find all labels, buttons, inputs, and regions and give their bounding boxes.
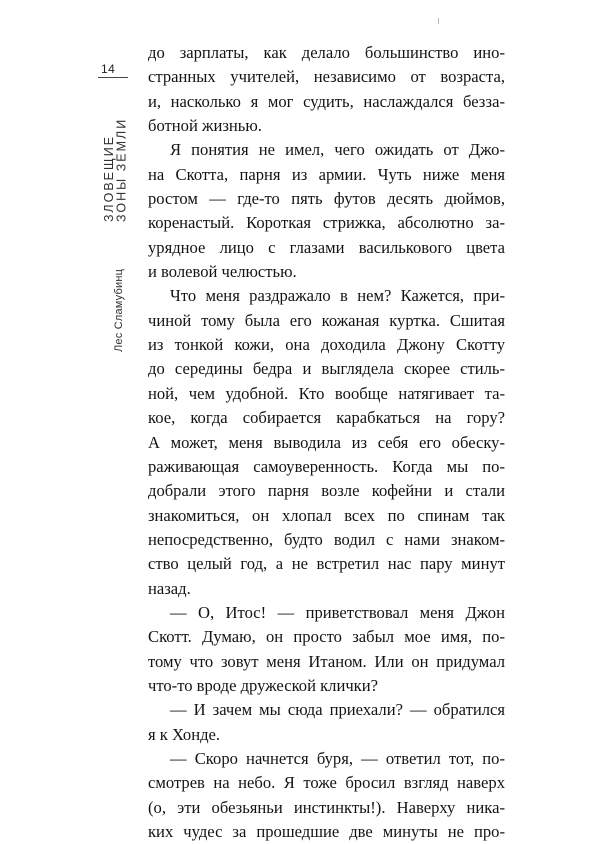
- text-line: ство целый год, а не встретил нас пару минут: [148, 554, 505, 574]
- text-line: чиной тому была его кожаная куртка. Сшитая: [148, 310, 505, 330]
- text-line: назад.: [148, 578, 191, 598]
- text-line: ной, чем удобной. Кто вообще натягивает та-: [148, 383, 505, 403]
- text-line: я к Хонде.: [148, 724, 221, 744]
- page-number: 14: [101, 62, 116, 76]
- body-text: [148, 41, 505, 844]
- print-mark: [438, 18, 439, 24]
- text-line: — И зачем мы сюда приехали? — обратился: [170, 700, 505, 720]
- text-line: непосредственно, будто водил с нами знаком-: [148, 529, 505, 549]
- text-line: до зарплаты, как делало большинство ино-: [148, 43, 505, 62]
- text-line: добрали этого парня возле кофейни и стали: [148, 481, 505, 501]
- text-line: тому что зовут меня Итаном. Или он придумал: [148, 651, 505, 671]
- series-title-line-1: ЗЛОВЕЩИЕ: [102, 134, 116, 222]
- text-line: кое, когда собирается карабкаться на гору?: [148, 408, 505, 428]
- text-line: Я понятия не имел, чего ожидать от Джо-: [170, 140, 505, 160]
- text-line: урядное лицо с глазами василькового цвета: [148, 237, 505, 257]
- author-name: Лес Сламубинц: [113, 268, 125, 352]
- text-line: (о, эти обезьяньи инстинкты!). Наверху ника-: [148, 797, 505, 817]
- text-line: странных учителей, независимо от возраста,: [148, 67, 505, 87]
- text-line: и, насколько я мог судить, наслаждался безза-: [148, 91, 505, 111]
- text-line: смотрев на небо. Я тоже бросил взгляд наверх: [148, 773, 505, 793]
- text-line: коренастый. Короткая стрижка, абсолютно за-: [148, 213, 505, 233]
- text-line: что-то вроде дружеской клички?: [148, 675, 378, 695]
- series-title-line-2: ЗОНЫ ЗЕМЛИ: [114, 117, 129, 222]
- text-line: — Скоро начнется буря, — ответил тот, по-: [170, 748, 505, 768]
- text-line: ботной жизнью.: [148, 116, 262, 136]
- text-line: Что меня раздражало в нем? Кажется, при-: [170, 286, 505, 306]
- text-line: до середины бедра и выглядела скорее стиль-: [148, 359, 505, 379]
- text-line: на Скотта, парня из армии. Чуть ниже меня: [148, 164, 505, 184]
- text-line: ростом — где-то пять футов десять дюймов,: [148, 189, 505, 209]
- text-line: и волевой челюстью.: [148, 262, 297, 282]
- text-line: ких чудес за прошедшие две минуты не про-: [148, 822, 505, 841]
- text-line: знакомиться, он хлопал всех по спинам так: [148, 505, 505, 525]
- text-line: из тонкой кожи, она доходила Джону Скотту: [148, 335, 505, 355]
- page-number-rule: [98, 77, 128, 78]
- text-line: раживающая самоуверенность. Когда мы по-: [148, 456, 505, 476]
- text-line: — О, Итос! — приветствовал меня Джон: [170, 602, 505, 622]
- text-line: Скотт. Думаю, он просто забыл мое имя, по-: [148, 627, 505, 647]
- series-title: [103, 92, 128, 222]
- text-line: А может, меня выводила из себя его обеску-: [148, 432, 505, 452]
